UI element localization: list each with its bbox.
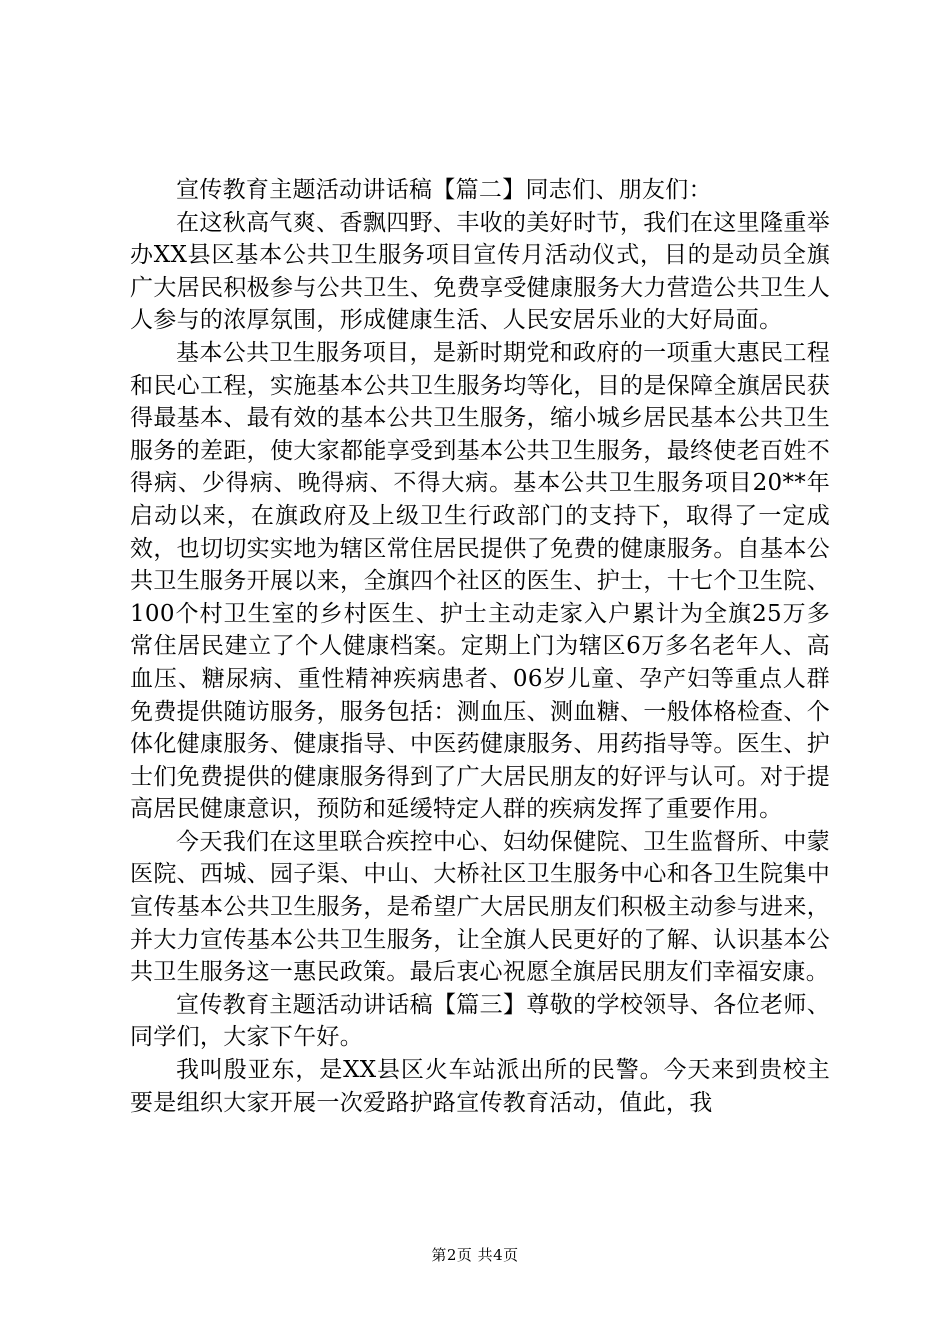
paragraph: 今天我们在这里联合疾控中心、妇幼保健院、卫生监督所、中蒙医院、西城、园子渠、中山、大桥社区卫生服务中心和各卫生院集中宣传基本公共卫生服务，是希望广大居民朋友们积极主动参与进来，并大力宣传基本公共卫生服务，让全旗人民更好的了解、认识基本公共卫生服务这一惠民政策。最后衷心祝愿全旗居民朋友们幸福安康。 [130, 828, 830, 986]
paragraph: 基本公共卫生服务项目，是新时期党和政府的一项重大惠民工程和民心工程，实施基本公共卫生服务均等化，目的是保障全旗居民获得最基本、最有效的基本公共卫生服务，缩小城乡居民基本公共卫生服务的差距，使大家都能享受到基本公共卫生服务，最终使老百姓不得病、少得病、晚得病、不得大病。基本公共卫生服务项目20**年启动以来，在旗政府及上级卫生行政部门的支持下，取得了一定成效，也切切实实地为辖区常住居民提供了免费的健康服务。自基本公共卫生服务开展以来，全旗四个社区的医生、护士，十七个卫生院、100个村卫生室的乡村医生、护士主动走家入户累计为全旗25万多常住居民建立了个人健康档案。定期上门为辖区6万多名老年人、高血压、糖尿病、重性精神疾病患者、06岁儿童、孕产妇等重点人群免费提供随访服务，服务包括：测血压、测血糖、一般体格检查、个体化健康服务、健康指导、中医药健康服务、用药指导等。医生、护士们免费提供的健康服务得到了广大居民朋友的好评与认可。对于提高居民健康意识，预防和延缓特定人群的疾病发挥了重要作用。 [130, 339, 830, 823]
paragraph: 我叫殷亚东，是XX县区火车站派出所的民警。今天来到贵校主要是组织大家开展一次爱路护路宣传教育活动，值此，我 [130, 1057, 830, 1116]
paragraph: 宣传教育主题活动讲话稿【篇三】尊敬的学校领导、各位老师、同学们，大家下午好。 [130, 991, 830, 1051]
paragraph: 在这秋高气爽、香飘四野、丰收的美好时节，我们在这里隆重举办XX县区基本公共卫生服务项目宣传月活动仪式，目的是动员全旗广大居民积极参与公共卫生、免费享受健康服务大力营造公共卫生人人参与的浓厚氛围，形成健康生活、人民安居乐业的大好局面。 [130, 209, 830, 334]
paragraph: 宣传教育主题活动讲话稿【篇二】同志们、朋友们： [176, 177, 712, 203]
document-body [130, 174, 830, 1119]
page-number-footer: 第2页 共4页 [431, 1246, 519, 1264]
